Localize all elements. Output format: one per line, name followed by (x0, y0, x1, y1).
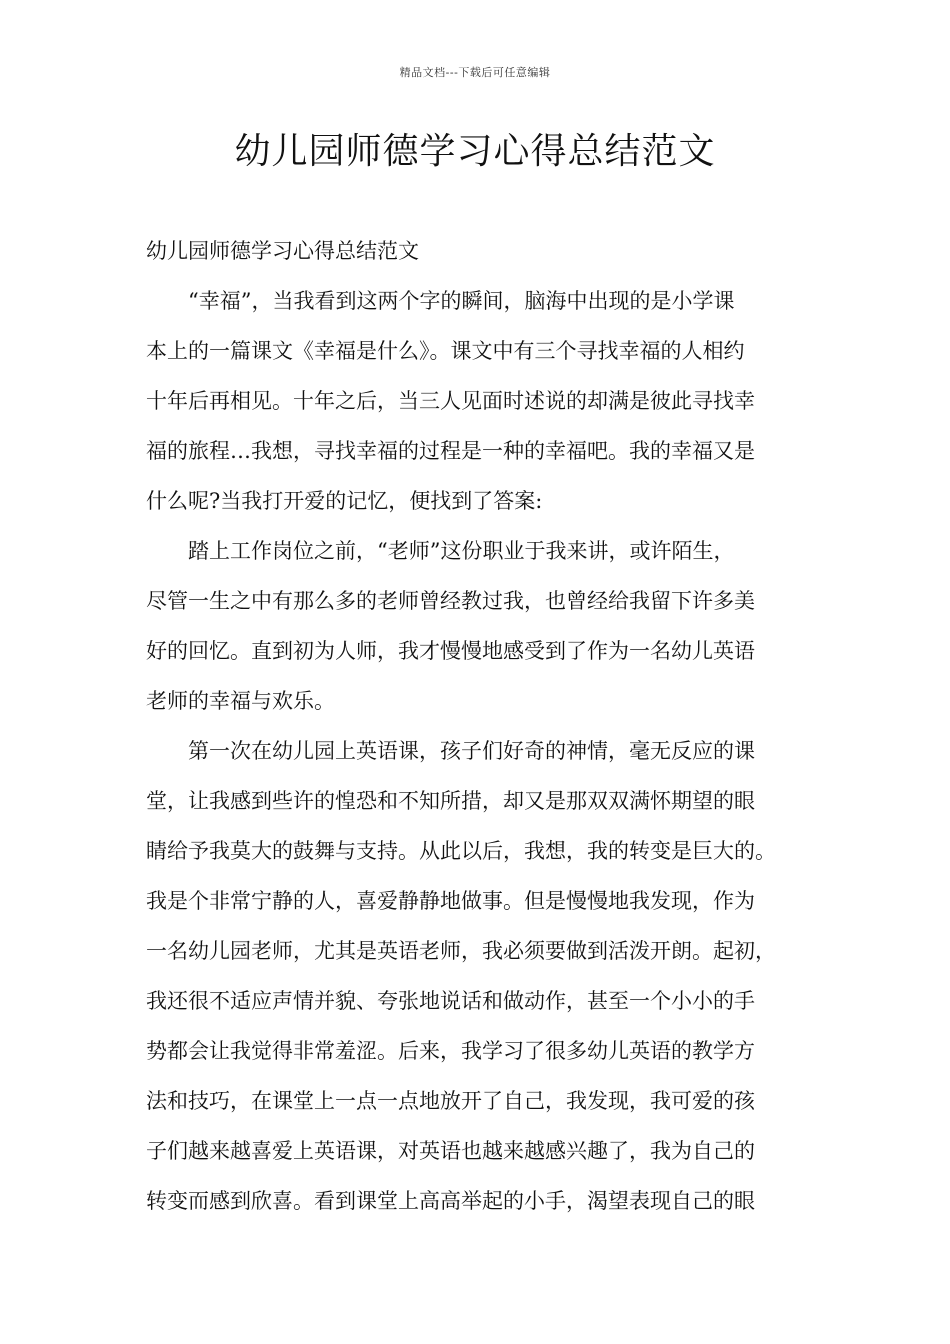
document-body (146, 226, 826, 1226)
text-line: 势都会让我觉得非常羞涩。后来，我学习了很多幼儿英语的教学方 (146, 1039, 755, 1063)
text-line: 子们越来越喜爱上英语课，对英语也越来越感兴趣了，我为自己的 (146, 1139, 755, 1163)
text-line: 老师的幸福与欢乐。 (146, 689, 335, 713)
text-line: 尽管一生之中有那么多的老师曾经教过我，也曾经给我留下许多美 (146, 589, 755, 613)
text-line: 一名幼儿园老师，尤其是英语老师，我必须要做到活泼开朗。起初， (146, 939, 776, 963)
text-line: 本上的一篇课文《幸福是什么》。课文中有三个寻找幸福的人相约 (146, 339, 745, 363)
text-line: 我还很不适应声情并貌、夸张地说话和做动作，甚至一个小小的手 (146, 989, 755, 1013)
text-line: 堂，让我感到些许的惶恐和不知所措，却又是那双双满怀期望的眼 (146, 789, 755, 813)
text-line: 第一次在幼儿园上英语课，孩子们好奇的神情，毫无反应的课 (188, 739, 755, 763)
text-line: 转变而感到欣喜。看到课堂上高高举起的小手，渴望表现自己的眼 (146, 1189, 755, 1213)
header-note: 精品文档---下载后可任意编辑 (399, 66, 551, 79)
text-line: 好的回忆。直到初为人师，我才慢慢地感受到了作为一名幼儿英语 (146, 639, 755, 663)
document-title: 幼儿园师德学习心得总结范文 (234, 131, 716, 172)
text-line: 踏上工作岗位之前，“老师”这份职业于我来讲，或许陌生， (188, 539, 735, 563)
text-line: 幼儿园师德学习心得总结范文 (146, 239, 419, 263)
text-line: “幸福”，当我看到这两个字的瞬间，脑海中出现的是小学课 (188, 289, 735, 313)
text-line: 福的旅程…我想，寻找幸福的过程是一种的幸福吧。我的幸福又是 (146, 439, 755, 463)
text-line: 什么呢?当我打开爱的记忆，便找到了答案: (146, 489, 543, 513)
text-line: 我是个非常宁静的人，喜爱静静地做事。但是慢慢地我发现，作为 (146, 889, 755, 913)
text-line: 十年后再相见。十年之后，当三人见面时述说的却满是彼此寻找幸 (146, 389, 755, 413)
text-line: 睛给予我莫大的鼓舞与支持。从此以后，我想，我的转变是巨大的。 (146, 839, 776, 863)
text-line: 法和技巧，在课堂上一点一点地放开了自己，我发现，我可爱的孩 (146, 1089, 755, 1113)
